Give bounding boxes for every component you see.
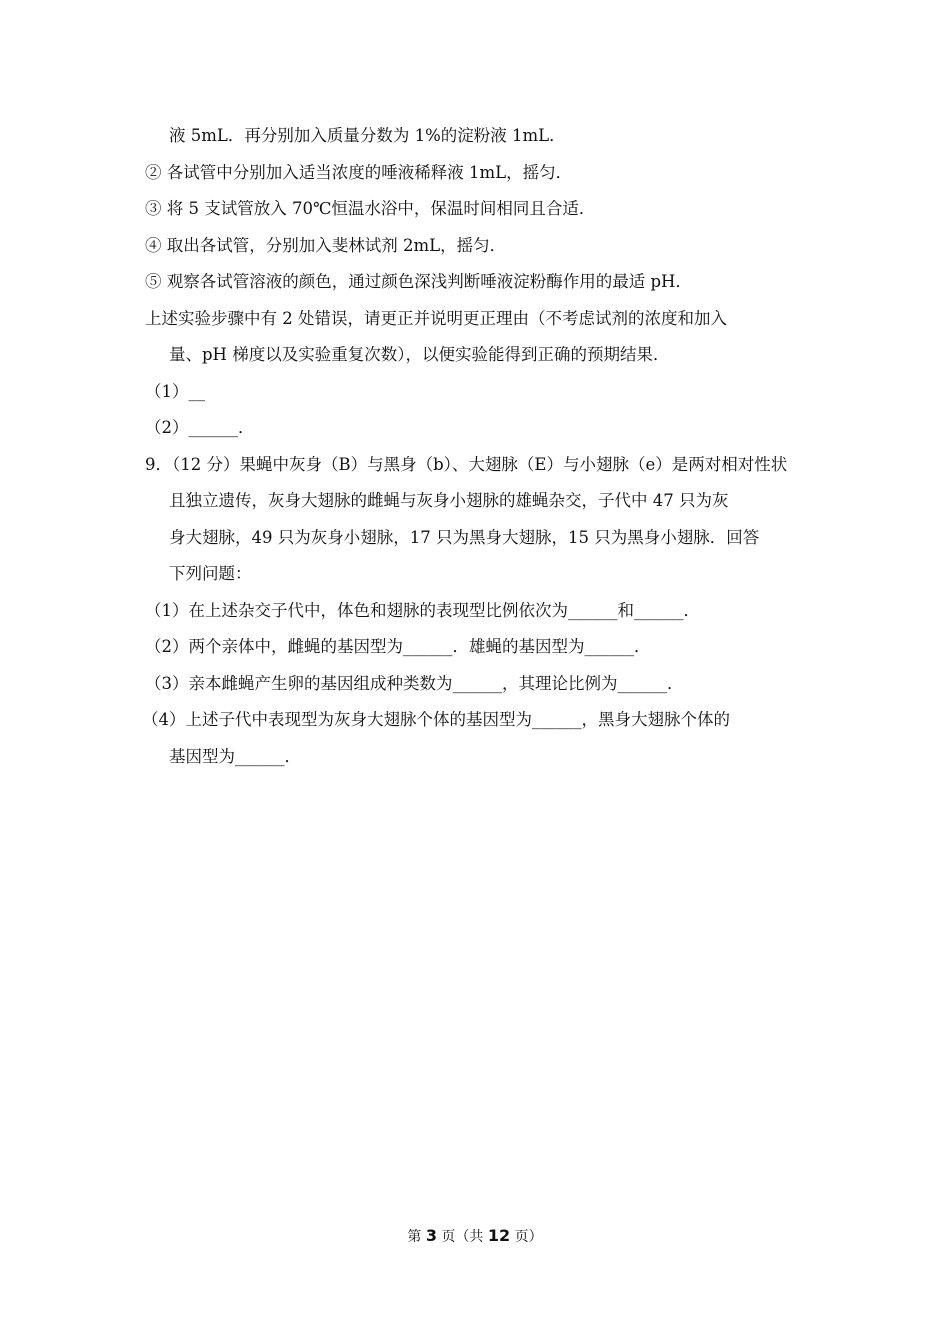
- text-line-4: ④ 取出各试管，分别加入斐林试剂 2mL，摇匀．: [145, 235, 507, 255]
- text-line-2: ② 各试管中分别加入适当浓度的唾液稀释液 1mL，摇匀．: [145, 162, 573, 182]
- page-footer: 第 3 页（共 12 页）: [407, 1226, 543, 1245]
- sub-question-1: （1）在上述杂交子代中，体色和翅脉的表现型比例依次为______和______．: [145, 600, 700, 620]
- question-9-line-4: 下列问题：: [169, 564, 252, 583]
- text-line-1: 液 5mL．再分别加入质量分数为 1%的淀粉液 1mL．: [169, 126, 566, 145]
- question-9-line-2: 且独立遗传，灰身大翅脉的雌蝇与灰身小翅脉的雄蝇杂交，子代中 47 只为灰: [169, 491, 729, 510]
- answer-line-2: （2）______．: [145, 418, 255, 437]
- text-line-3: ③ 将 5 支试管放入 70℃恒温水浴中，保温时间相同且合适．: [145, 199, 596, 218]
- question-9-line-3: 身大翅脉，49 只为灰身小翅脉，17 只为黑身大翅脉，15 只为黑身小翅脉．回答: [169, 527, 760, 547]
- total-pages: 12: [487, 1226, 511, 1245]
- page-content: [142, 118, 815, 775]
- question-9-heading: 9．（12 分）果蝇中灰身（B）与黑身（b）、大翅脉（E）与小翅脉（e）是两对相对性状: [145, 454, 788, 474]
- page-number: 3: [425, 1226, 437, 1245]
- text-line-5: ⑤ 观察各试管溶液的颜色，通过颜色深浅判断唾液淀粉酶作用的最适 pH．: [145, 272, 692, 291]
- answer-line-1: （1）__: [145, 381, 205, 401]
- text-line-6: 上述实验步骤中有 2 处错误，请更正并说明更正理由（不考虑试剂的浓度和加入: [145, 308, 727, 328]
- sub-question-4-line-2: 基因型为______．: [169, 746, 301, 766]
- sub-question-2: （2）两个亲体中，雌蝇的基因型为______．雄蝇的基因型为______．: [145, 637, 651, 656]
- sub-question-4: （4）上述子代中表现型为灰身大翅脉个体的基因型为______，黑身大翅脉个体的: [142, 710, 730, 729]
- text-line-7: 量、pH 梯度以及实验重复次数），以便实验能得到正确的预期结果．: [169, 345, 670, 364]
- sub-question-3: （3）亲本雌蝇产生卵的基因组成种类数为______，其理论比例为______．: [145, 673, 684, 693]
